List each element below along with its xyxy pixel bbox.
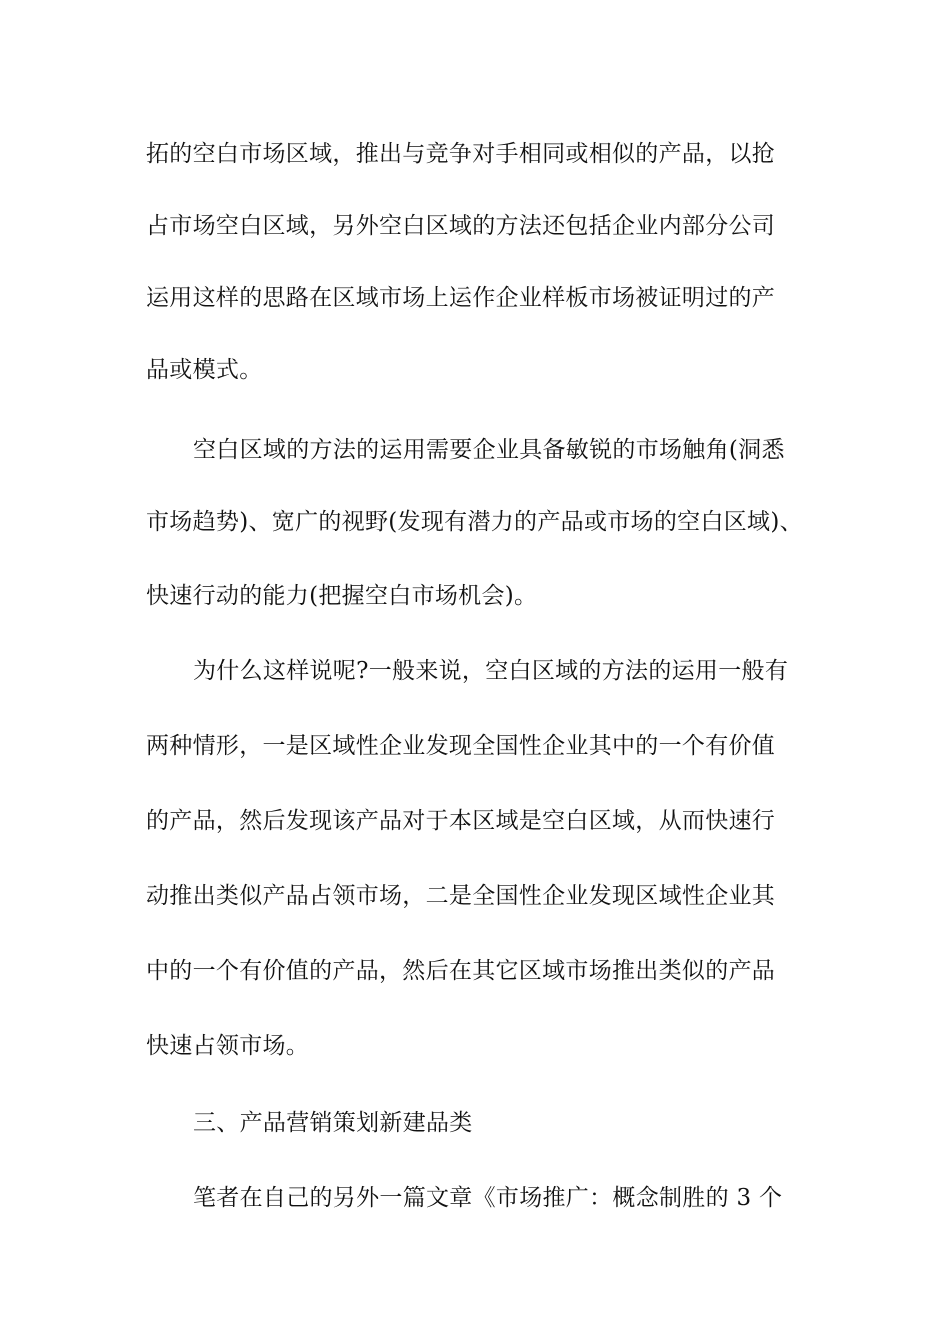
- text-line-12: 中的一个有价值的产品，然后在其它区域市场推出类似的产品: [146, 958, 776, 984]
- text-line-9: 两种情形，一是区域性企业发现全国性企业其中的一个有价值: [146, 733, 776, 759]
- text-line-8: 为什么这样说呢?一般来说，空白区域的方法的运用一般有: [193, 658, 789, 684]
- text-line-5: 空白区域的方法的运用需要企业具备敏锐的市场触角(洞悉: [193, 437, 785, 463]
- text-line-7: 快速行动的能力(把握空白市场机会)。: [146, 583, 538, 609]
- text-line-3: 运用这样的思路在区域市场上运作企业样板市场被证明过的产: [146, 285, 776, 311]
- text-line-4: 品或模式。: [146, 357, 263, 383]
- text-line-1: 拓的空白市场区域，推出与竞争对手相同或相似的产品，以抢: [146, 141, 776, 167]
- text-line-10: 的产品，然后发现该产品对于本区域是空白区域，从而快速行: [146, 808, 776, 834]
- section-heading: 三、产品营销策划新建品类: [193, 1110, 473, 1136]
- text-line-11: 动推出类似产品占领市场，二是全国性企业发现区域性企业其: [146, 883, 776, 909]
- text-line-6: 市场趋势)、宽广的视野(发现有潜力的产品或市场的空白区域)、: [146, 509, 803, 535]
- text-line-15: 笔者在自己的另外一篇文章《市场推广：概念制胜的 3 个: [193, 1185, 783, 1211]
- text-line-13: 快速占领市场。: [146, 1033, 310, 1059]
- text-line-2: 占市场空白区域，另外空白区域的方法还包括企业内部分公司: [146, 213, 776, 239]
